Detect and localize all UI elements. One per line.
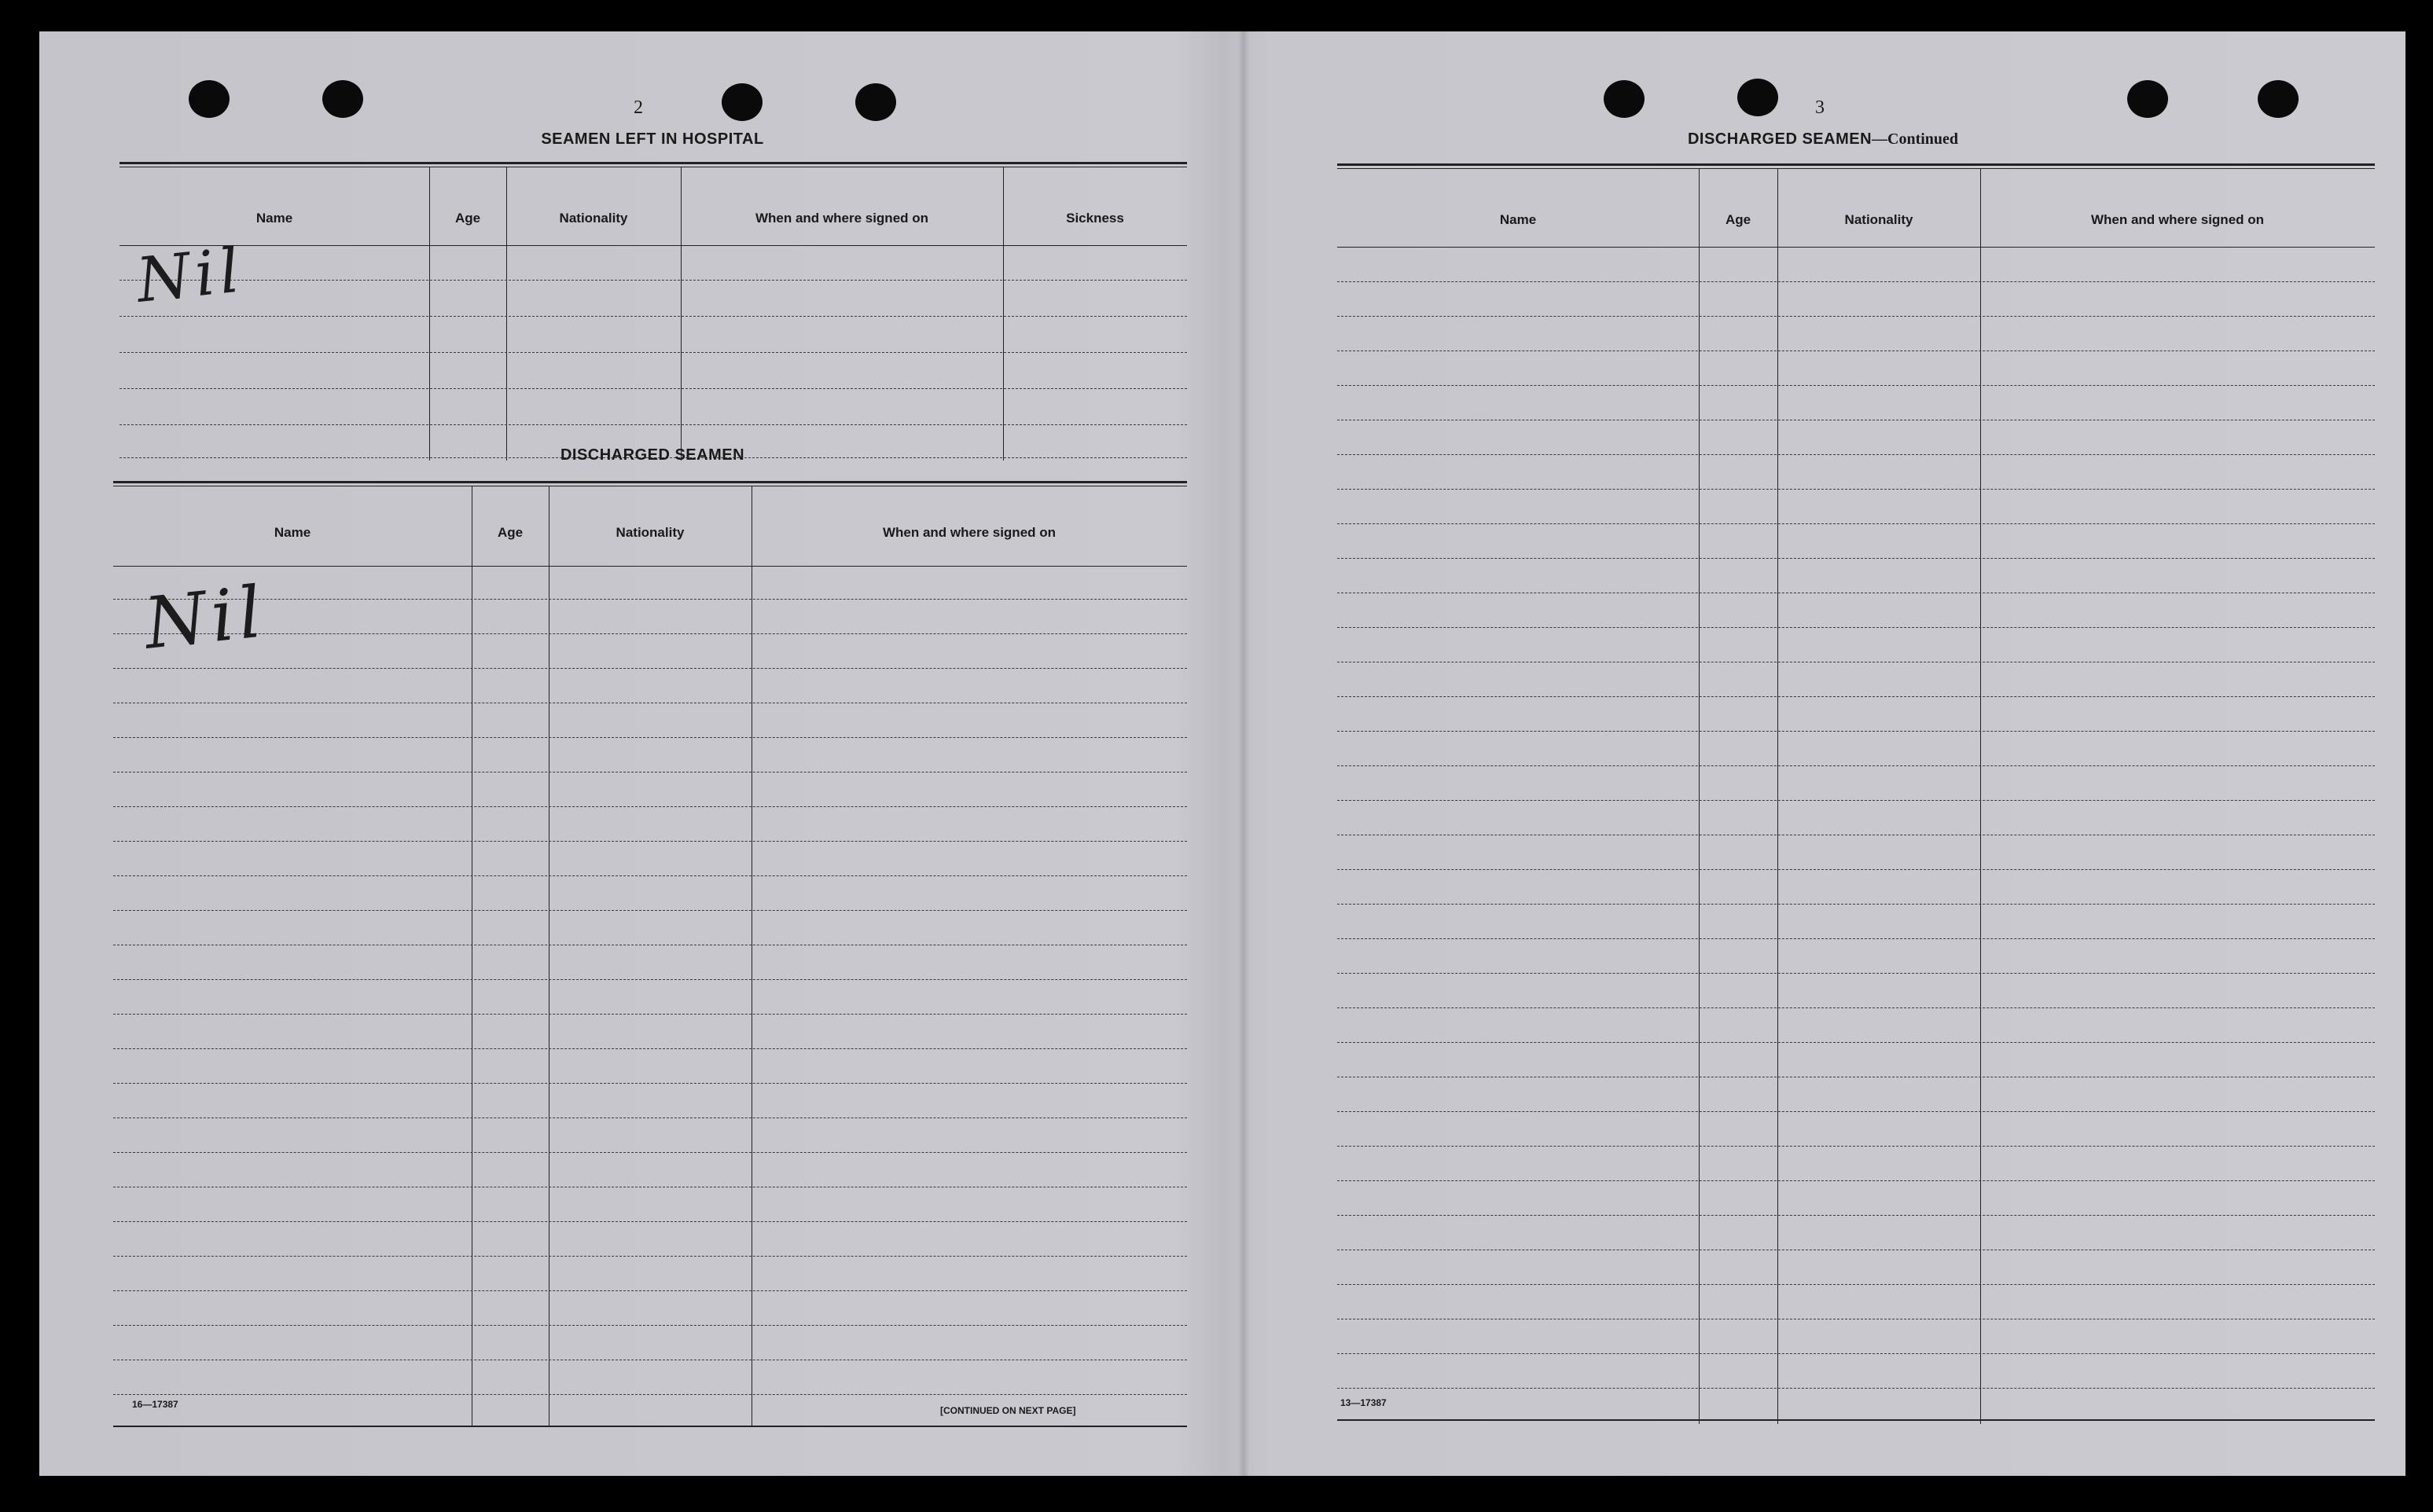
scanned-document xyxy=(39,31,2405,1476)
table-row xyxy=(1337,558,2375,559)
table-row xyxy=(1337,1007,2375,1008)
table-row xyxy=(113,1117,1187,1118)
discharged-continued-title xyxy=(1579,130,2067,149)
table-row xyxy=(119,424,1187,425)
discharged-section-title: DISCHARGED SEAMEN xyxy=(560,446,745,464)
section-title-main: DISCHARGED SEAMEN xyxy=(1687,130,1873,148)
column-header-name: Name xyxy=(274,525,311,540)
table-row xyxy=(119,316,1187,317)
column-header-signed-on: When and where signed on xyxy=(2090,212,2265,227)
column-header-signed-on: When and where signed on xyxy=(882,525,1057,540)
table-row xyxy=(1337,731,2375,732)
table-row xyxy=(113,1083,1187,1084)
table-row xyxy=(1337,1180,2375,1181)
table-row xyxy=(113,910,1187,911)
discharged-table xyxy=(113,481,1187,1429)
column-header-age: Age xyxy=(454,211,481,226)
column-header-nationality: Nationality xyxy=(1844,212,1913,227)
right-page xyxy=(1249,31,2405,1476)
column-header-sickness: Sickness xyxy=(1066,211,1124,226)
table-row xyxy=(113,875,1187,876)
hospital-table xyxy=(119,162,1187,461)
left-page xyxy=(39,31,1238,1476)
table-row xyxy=(113,1014,1187,1015)
table-row xyxy=(113,633,1187,634)
column-header-signed-on: When and where signed on xyxy=(755,211,929,226)
table-row xyxy=(1337,904,2375,905)
table-row xyxy=(1337,765,2375,766)
table-row xyxy=(1337,489,2375,490)
table-row xyxy=(113,1221,1187,1222)
table-row xyxy=(1337,523,2375,524)
table-row xyxy=(1337,869,2375,870)
table-row xyxy=(113,841,1187,842)
table-row xyxy=(113,737,1187,738)
table-row xyxy=(119,280,1187,281)
table-row xyxy=(113,1048,1187,1049)
table-row xyxy=(113,1394,1187,1395)
table-row xyxy=(113,979,1187,980)
section-title-suffix: —Continued xyxy=(1872,130,1959,148)
table-row xyxy=(1337,281,2375,282)
table-row xyxy=(1337,454,2375,455)
table-row xyxy=(113,1325,1187,1326)
column-header-age: Age xyxy=(497,525,524,540)
handwritten-entry: Nil xyxy=(140,571,270,666)
table-row xyxy=(113,772,1187,773)
column-header-name: Name xyxy=(1499,212,1537,227)
table-row xyxy=(1337,938,2375,939)
table-row xyxy=(1337,800,2375,801)
form-code: 13—17387 xyxy=(1340,1397,1387,1408)
discharged-continued-table xyxy=(1337,163,2375,1424)
continued-note: [CONTINUED ON NEXT PAGE] xyxy=(940,1405,1076,1416)
table-row xyxy=(1337,627,2375,628)
table-row xyxy=(1337,1284,2375,1285)
table-row xyxy=(1337,1042,2375,1043)
page-number: 2 xyxy=(634,97,643,118)
table-row xyxy=(113,1152,1187,1153)
table-row xyxy=(1337,1388,2375,1389)
table-row xyxy=(1337,696,2375,697)
column-header-name: Name xyxy=(255,211,293,226)
table-row xyxy=(119,388,1187,389)
table-row xyxy=(113,668,1187,669)
table-row xyxy=(113,1290,1187,1291)
table-row xyxy=(1337,1146,2375,1147)
table-row xyxy=(1337,1353,2375,1354)
table-row xyxy=(1337,1111,2375,1112)
table-row xyxy=(113,1256,1187,1257)
column-header-nationality: Nationality xyxy=(559,211,628,226)
table-row xyxy=(1337,1215,2375,1216)
table-row xyxy=(1337,316,2375,317)
table-row xyxy=(1337,973,2375,974)
table-row xyxy=(1337,385,2375,386)
column-header-nationality: Nationality xyxy=(616,525,685,540)
page-number: 3 xyxy=(1815,97,1825,118)
table-row xyxy=(119,352,1187,353)
table-row xyxy=(113,806,1187,807)
table-row xyxy=(1337,350,2375,351)
column-header-age: Age xyxy=(1725,212,1751,227)
form-code: 16—17387 xyxy=(132,1399,178,1410)
handwritten-entry: Nil xyxy=(133,235,248,317)
table-row xyxy=(113,599,1187,600)
page-fold xyxy=(1238,31,1249,1476)
hospital-section-title: SEAMEN LEFT IN HOSPITAL xyxy=(541,130,764,148)
